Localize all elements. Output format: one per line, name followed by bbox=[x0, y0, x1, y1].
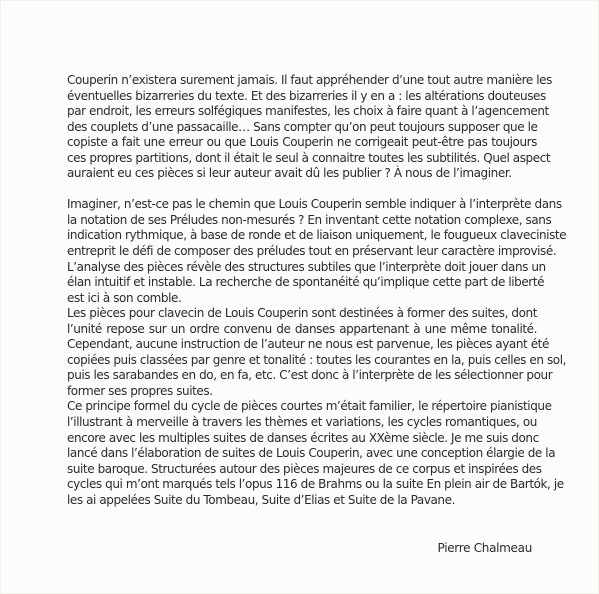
text-line: éventuelles bizarreries du texte. Et des bizarreries il y en a : les altérations douteuses bbox=[67, 88, 546, 103]
text-line: cycles qui m’ont marqués tels l’opus 116 de Brahms ou la suite En plein air de Bartók, je bbox=[67, 477, 564, 492]
text-body bbox=[67, 73, 567, 508]
author-signature: Pierre Chalmeau bbox=[437, 541, 532, 555]
text-line: Les pièces pour clavecin de Louis Couperin sont destinées à former des suites, dont bbox=[67, 306, 537, 321]
text-line: Couperin n’existera surement jamais. Il faut appréhender d’une tout autre manière les bbox=[67, 73, 552, 87]
paragraph-3 bbox=[67, 306, 567, 399]
text-line: puis les sarabandes en do, en fa, etc. C’est donc à l’interprète de les sélectionner pour bbox=[67, 368, 553, 383]
text-line: les ai appelées Suite du Tombeau, Suite d’Elias et Suite de la Pavane. bbox=[67, 492, 455, 507]
text-line: encore avec les multiples suites de danses écrites au XXème siècle. Je me suis donc bbox=[67, 430, 539, 445]
text-line: copiées puis classées par genre et tonalité : toutes les courantes en la, puis celles en sol, bbox=[67, 352, 567, 367]
text-line: former ses propres suites. bbox=[67, 383, 213, 398]
text-line: la notation de ses Préludes non-mesurés ? En inventant cette notation complexe, sans bbox=[67, 212, 552, 227]
text-line: L’analyse des pièces révèle des structures subtiles que l’interprète doit jouer dans un bbox=[67, 259, 546, 274]
paragraph-1 bbox=[67, 73, 552, 182]
text-line: entreprit le défi de composer des préludes tout en préservant leur caractère improvisé. bbox=[67, 243, 557, 258]
text-line: est ici à son comble. bbox=[67, 290, 182, 305]
text-line: Imaginer, n’est-ce pas le chemin que Louis Couperin semble indiquer à l’interprète dans bbox=[67, 197, 562, 212]
text-line: Ce principe formel du cycle de pièces courtes m’était familier, le répertoire pianistique bbox=[67, 399, 552, 414]
paragraph-4 bbox=[67, 399, 564, 508]
text-line: suite baroque. Structurées autour des pièces majeures de ce corpus et inspirées des bbox=[67, 461, 542, 476]
text-line: copiste a fait une erreur ou que Louis Couperin ne corrigeait peut-être pas toujours bbox=[67, 135, 537, 150]
text-line: ces propres partitions, dont il était le seul à connaitre toutes les subtilités. Quel aspect bbox=[67, 150, 551, 165]
text-line: indication rythmique, à base de ronde et de liaison uniquement, le fougueux claveciniste bbox=[67, 228, 567, 243]
paragraph-2 bbox=[67, 197, 567, 306]
text-line: par endroit, les erreurs solfégiques manifestes, les choix à faire quant à l’agencement bbox=[67, 104, 549, 119]
text-line: des couplets d’une passacaille… Sans compter qu’on peut toujours supposer que le bbox=[67, 119, 538, 134]
text-line: l’illustrant à merveille à travers les thèmes et variations, les cycles romantiques, ou bbox=[67, 414, 537, 429]
text-line: Cependant, aucune instruction de l’auteur ne nous est parvenue, les pièces ayant été bbox=[67, 337, 549, 352]
text-line: lancé dans l’élaboration de suites de Louis Couperin, avec une conception élargie de la bbox=[67, 446, 556, 461]
text-line: auraient eu ces pièces si leur auteur avait dû les publier ? À nous de l’imaginer. bbox=[67, 166, 512, 181]
text-line: l’unité repose sur un ordre convenu de danses appartenant à une même tonalité. bbox=[67, 321, 537, 336]
text-line: élan intuitif et instable. La recherche de spontanéité qu’implique cette part de liberté bbox=[67, 275, 545, 290]
